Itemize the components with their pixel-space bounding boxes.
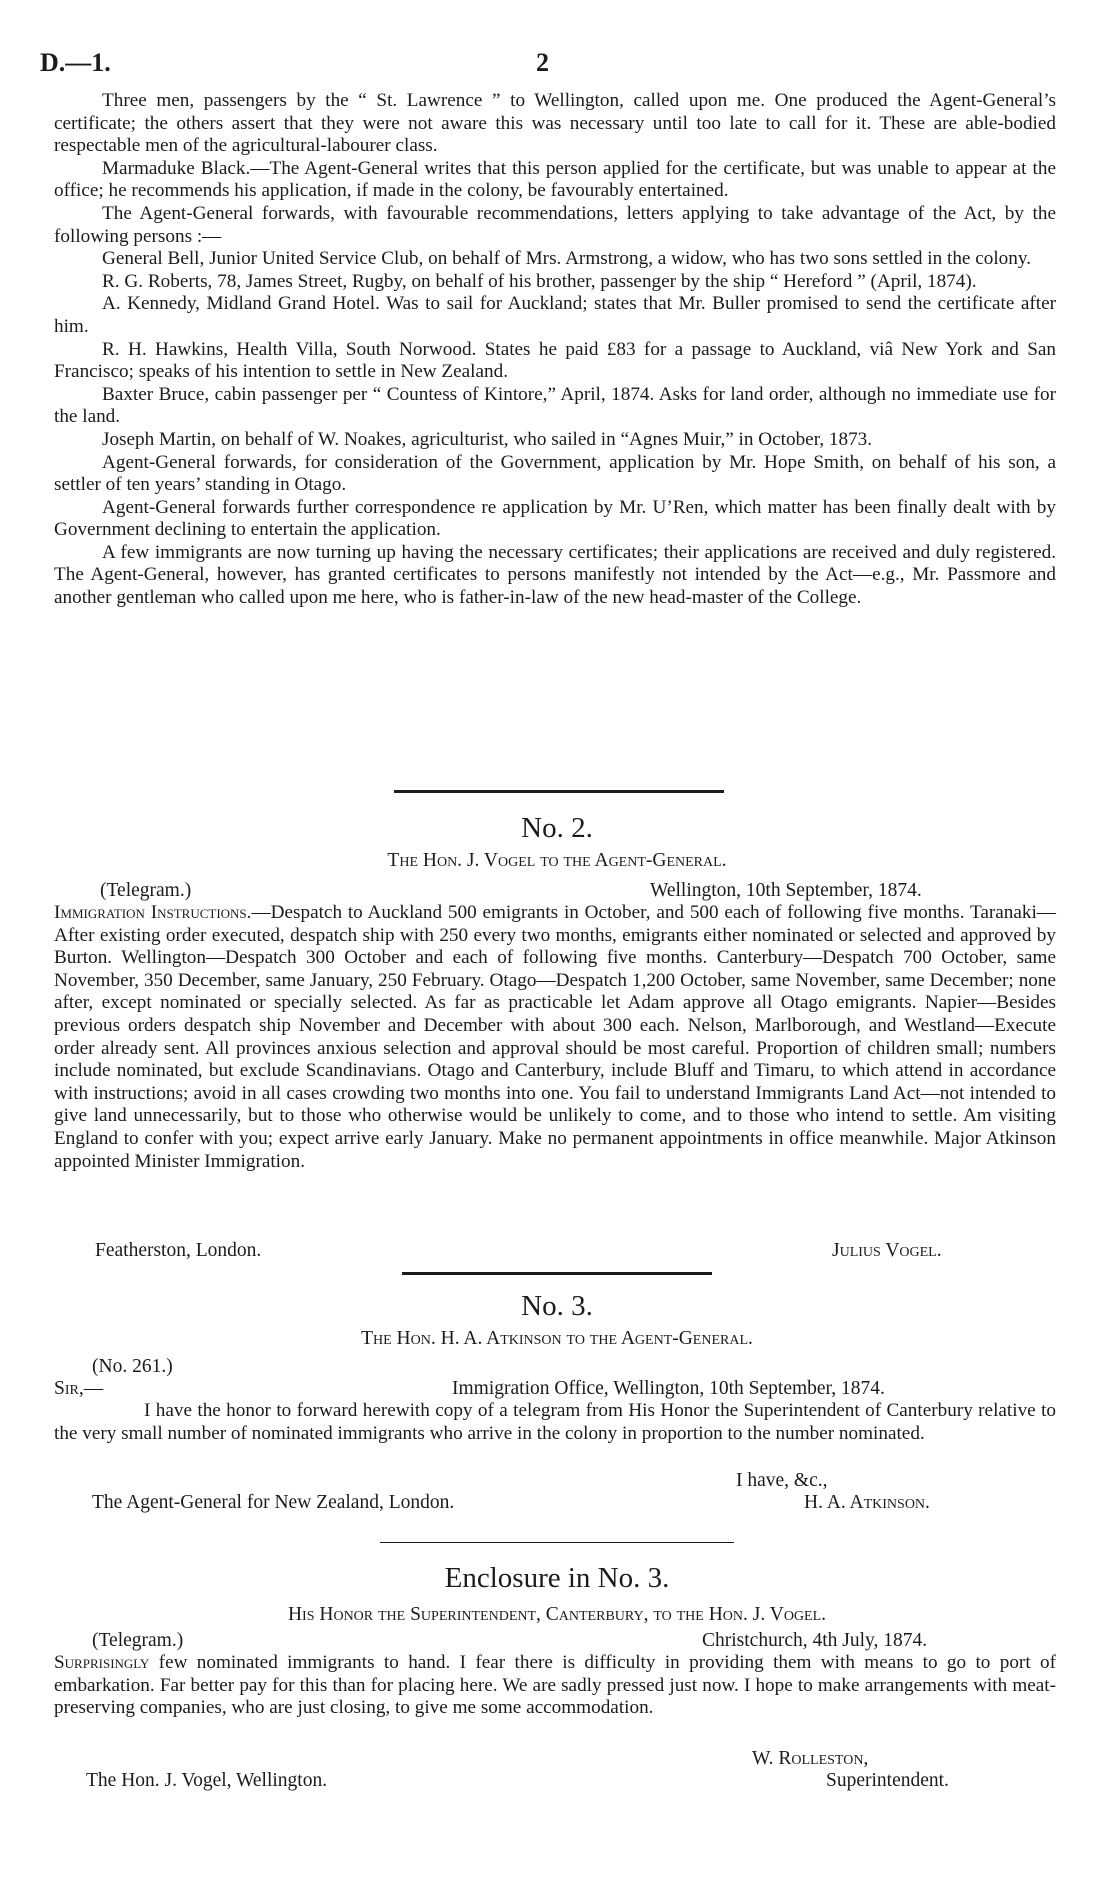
section-heading: No. 3. [521,1290,593,1322]
paragraph: General Bell, Junior United Service Club, on behalf of Mrs. Armstrong, a widow, who has two sons settled in the colony. [102,248,1032,270]
section-divider [394,790,724,793]
telegram-text: few nominated immigrants to hand. I fear there is difficulty in providing them with means to go to port of embarkation. Far better pay for this than for placing here. We are sadly pressed just now. I hope to make arrangements with meat-preserving companies, who are just closing, to give me some accommodation. [54,1652,1056,1719]
section-divider [380,1542,734,1543]
place-date: Christchurch, 4th July, 1874. [702,1630,928,1651]
signature-title: Superintendent. [826,1770,949,1791]
reference-number: (No. 261.) [92,1356,173,1377]
place-date: Immigration Office, Wellington, 10th September, 1874. [452,1378,885,1399]
address-line: Featherston, London. [95,1240,262,1261]
paragraph: Joseph Martin, on behalf of W. Noakes, agriculturist, who sailed in “Agnes Muir,” in October, 1873. [102,428,873,450]
section-heading: No. 2. [521,812,593,844]
place-date: Wellington, 10th September, 1874. [650,880,922,901]
document-code: D.—1. [40,48,111,77]
paragraph: Marmaduke Black.—The Agent-General writes that this person applied for the certificate, but was unable to appear at the office; he recommends his application, if made in the colony, be favourably entertained. [54,157,1056,202]
signature: Julius Vogel. [832,1240,942,1261]
paragraph: Baxter Bruce, cabin passenger per “ Countess of Kintore,” April, 1874. Asks for land order, although no immediate use for the land. [54,383,1056,428]
address-line: The Hon. J. Vogel, Wellington. [86,1770,328,1791]
lead-words: Immigration Instructions. [54,902,252,923]
section-subheading: His Honor the Superintendent, Canterbury, to the Hon. J. Vogel. [287,1604,827,1625]
letter-body [54,1400,1056,1445]
closing: I have, &c., [736,1470,828,1491]
section-subheading: The Hon. J. Vogel to the Agent-General. [387,850,727,871]
telegram-body [54,1652,1056,1720]
paragraph: A few immigrants are now turning up having the necessary certificates; their applications are received and duly registered. The Agent-General, however, has granted certificates to persons manifestly not intended by the Act—e.g., Mr. Passmore and another gentleman who called upon me here, who is father-in-law of the new head-master of the College. [54,541,1056,609]
section-subheading: The Hon. H. A. Atkinson to the Agent-General. [361,1328,753,1349]
signature: H. A. Atkinson. [804,1492,930,1513]
address-line: The Agent-General for New Zealand, London. [92,1492,455,1513]
paragraph: R. G. Roberts, 78, James Street, Rugby, on behalf of his brother, passenger by the ship “ Hereford ” (April, 1874). [102,270,977,292]
salutation: Sir,— [54,1378,104,1399]
letter-text: I have the honor to forward herewith copy of a telegram from His Honor the Superintendent of Canterbury relative to the very small number of nominated immigrants who arrive in the colony in proportion to the number nominated. [54,1400,1056,1444]
paragraph: Three men, passengers by the “ St. Lawrence ” to Wellington, called upon me. One produced the Agent-General’s certificate; the others assert that they were not aware this was necessary until too late to call for it. These are able-bodied respectable men of the agricultural-labourer class. [54,90,1056,157]
paragraph: Agent-General forwards, for consideration of the Government, application by Mr. Hope Smith, on behalf of his son, a settler of ten years’ standing in Otago. [54,451,1056,496]
lead-words: Surprisingly [54,1652,150,1673]
telegram-label: (Telegram.) [92,1630,184,1651]
signature: W. Rolleston, [752,1748,869,1769]
paragraph: Agent-General forwards further correspondence re application by Mr. U’Ren, which matter has been finally dealt with by Government declining to entertain the application. [54,496,1056,541]
page-number: 2 [536,48,549,77]
paragraph: R. H. Hawkins, Health Villa, South Norwood. States he paid £83 for a passage to Auckland, viâ New York and San Francisco; speaks of his intention to settle in New Zealand. [54,338,1056,383]
section-divider [402,1272,712,1275]
telegram-body [54,902,1056,1173]
telegram-label: (Telegram.) [100,880,192,901]
telegram-text: —Despatch to Auckland 500 emigrants in October, and 500 each of following five months. Taranaki—After existing order executed, despatch ship with 250 every two months, emigrants either nominated or selected and approved by Burton. Wellington—Despatch 300 October and each of following five months. Canterbury—Despatch 700 October, same November, 350 December, same January, 250 February. Otago—Despatch 1,200 October, same November, same December; none after, except nominated or specially selected. As far as practicable let Adam approve all Otago emigrants. Napier—Besides previous orders despatch ship November and December with about 300 each. Nelson, Marlborough, and Westland—Execute order already sent. All provinces anxious selection and approval should be most careful. Proportion of children small; numbers include nominated, but exclude Scandinavians. Otago and Canterbury, include Bluff and Timaru, to which attend in accordance with instructions; avoid in all cases crowding two months into one. You fail to understand Immigrants Land Act—not intended to give land unnecessarily, but to those who otherwise would be unlikely to come, and to those who intend to settle. Am visiting England to confer with you; expect arrive early January. Make no permanent appointments in office meanwhile. Major Atkinson appointed Minister Immigration. [54,902,1056,1172]
paragraph: A. Kennedy, Midland Grand Hotel. Was to sail for Auckland; states that Mr. Buller promised to send the certificate after him. [54,293,1056,337]
intro-section [54,90,1056,610]
paragraph: The Agent-General forwards, with favourable recommendations, letters applying to take advantage of the Act, by the following persons :— [54,202,1056,247]
section-heading: Enclosure in No. 3. [444,1562,670,1594]
